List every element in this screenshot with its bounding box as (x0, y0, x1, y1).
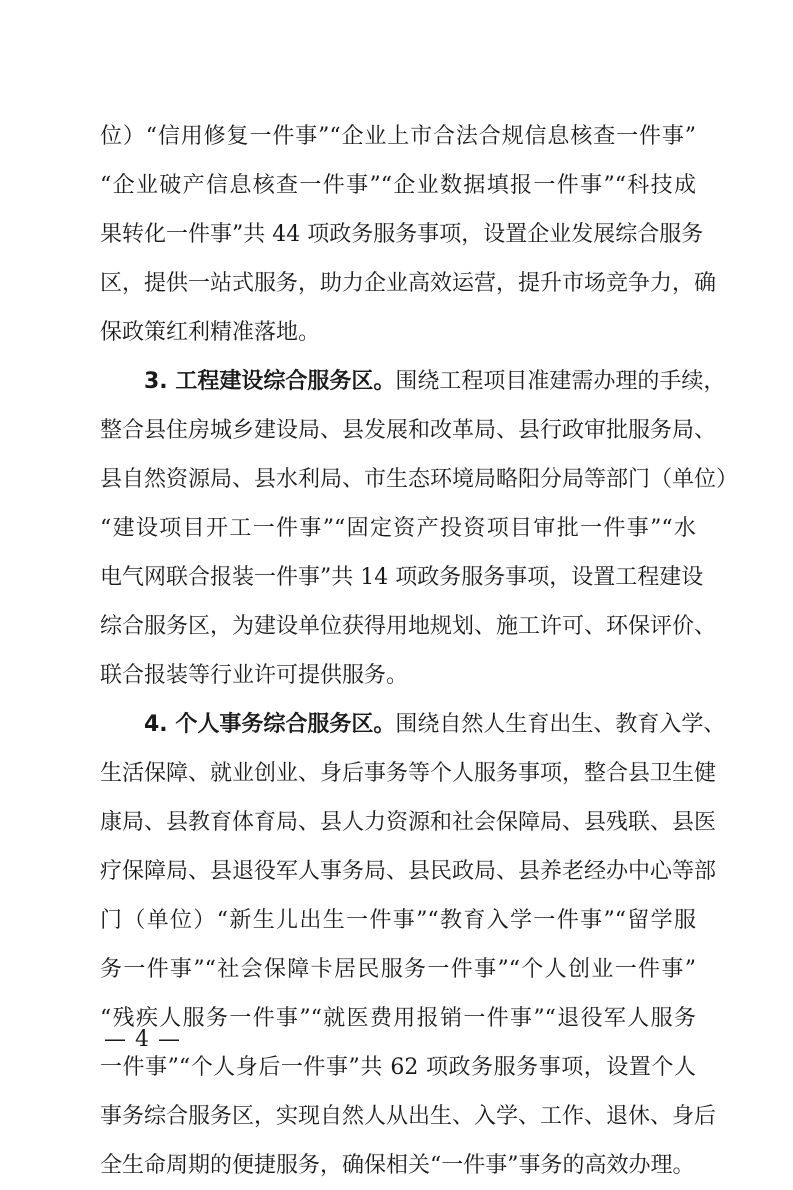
text-line (100, 700, 726, 749)
text-line: 生活保障、就业创业、身后事务等个人服务事项，整合县卫生健 (100, 761, 717, 786)
text-line: 事务综合服务区，实现自然人从出生、入学、工作、退休、身后 (100, 1104, 717, 1129)
text-line: “企业破产信息核查一件事”“企业数据填报一件事”“科技成 (100, 173, 696, 198)
text-line: 疗保障局、县退役军人事务局、县民政局、县养老经办中心等部 (100, 859, 717, 884)
section-heading-personal: 4. 个人事务综合服务区。 (144, 712, 396, 737)
paragraph-personal-affairs (100, 700, 726, 1190)
text-line-body: 围绕工程项目准建需办理的手续， (395, 369, 726, 394)
paragraph-enterprise-continuation (100, 112, 717, 357)
text-line: 一件事”“个人身后一件事”共 62 项政务服务事项，设置个人 (100, 1055, 696, 1080)
text-line: “残疾人服务一件事”“就医费用报销一件事”“退役军人服务 (100, 1006, 696, 1031)
text-line: 综合服务区，为建设单位获得用地规划、施工许可、环保评价、 (100, 614, 717, 639)
text-line: 联合报装等行业许可提供服务。 (100, 663, 409, 688)
page-number: — 4 — (104, 1027, 181, 1052)
text-line: 位）“信用修复一件事”“企业上市合法合规信息核查一件事” (100, 124, 696, 149)
text-line: 康局、县教育体育局、县人力资源和社会保障局、县残联、县医 (100, 810, 717, 835)
text-line: 门（单位）“新生儿出生一件事”“教育入学一件事”“留学服 (100, 908, 696, 933)
text-line: “建设项目开工一件事”“固定资产投资项目审批一件事”“水 (100, 516, 696, 541)
text-line: 区，提供一站式服务，助力企业高效运营，提升市场竞争力，确 (100, 271, 717, 296)
text-line-body: 围绕自然人生育出生、教育入学、 (395, 712, 726, 737)
text-line: 务一件事”“社会保障卡居民服务一件事”“个人创业一件事” (100, 957, 696, 982)
text-line: 整合县住房城乡建设局、县发展和改革局、县行政审批服务局、 (100, 418, 717, 443)
document-body (100, 112, 739, 1190)
text-line (100, 357, 726, 406)
section-heading-engineering: 3. 工程建设综合服务区。 (144, 369, 396, 394)
text-line: 电气网联合报装一件事”共 14 项政务服务事项，设置工程建设 (100, 565, 704, 590)
text-line: 保政策红利精准落地。 (100, 320, 321, 345)
paragraph-engineering-construction (100, 357, 739, 700)
text-line: 县自然资源局、县水利局、市生态环境局略阳分局等部门（单位） (100, 467, 739, 492)
text-line: 全生命周期的便捷服务，确保相关“一件事”事务的高效办理。 (100, 1153, 695, 1178)
text-line: 果转化一件事”共 44 项政务服务事项，设置企业发展综合服务 (100, 222, 704, 247)
